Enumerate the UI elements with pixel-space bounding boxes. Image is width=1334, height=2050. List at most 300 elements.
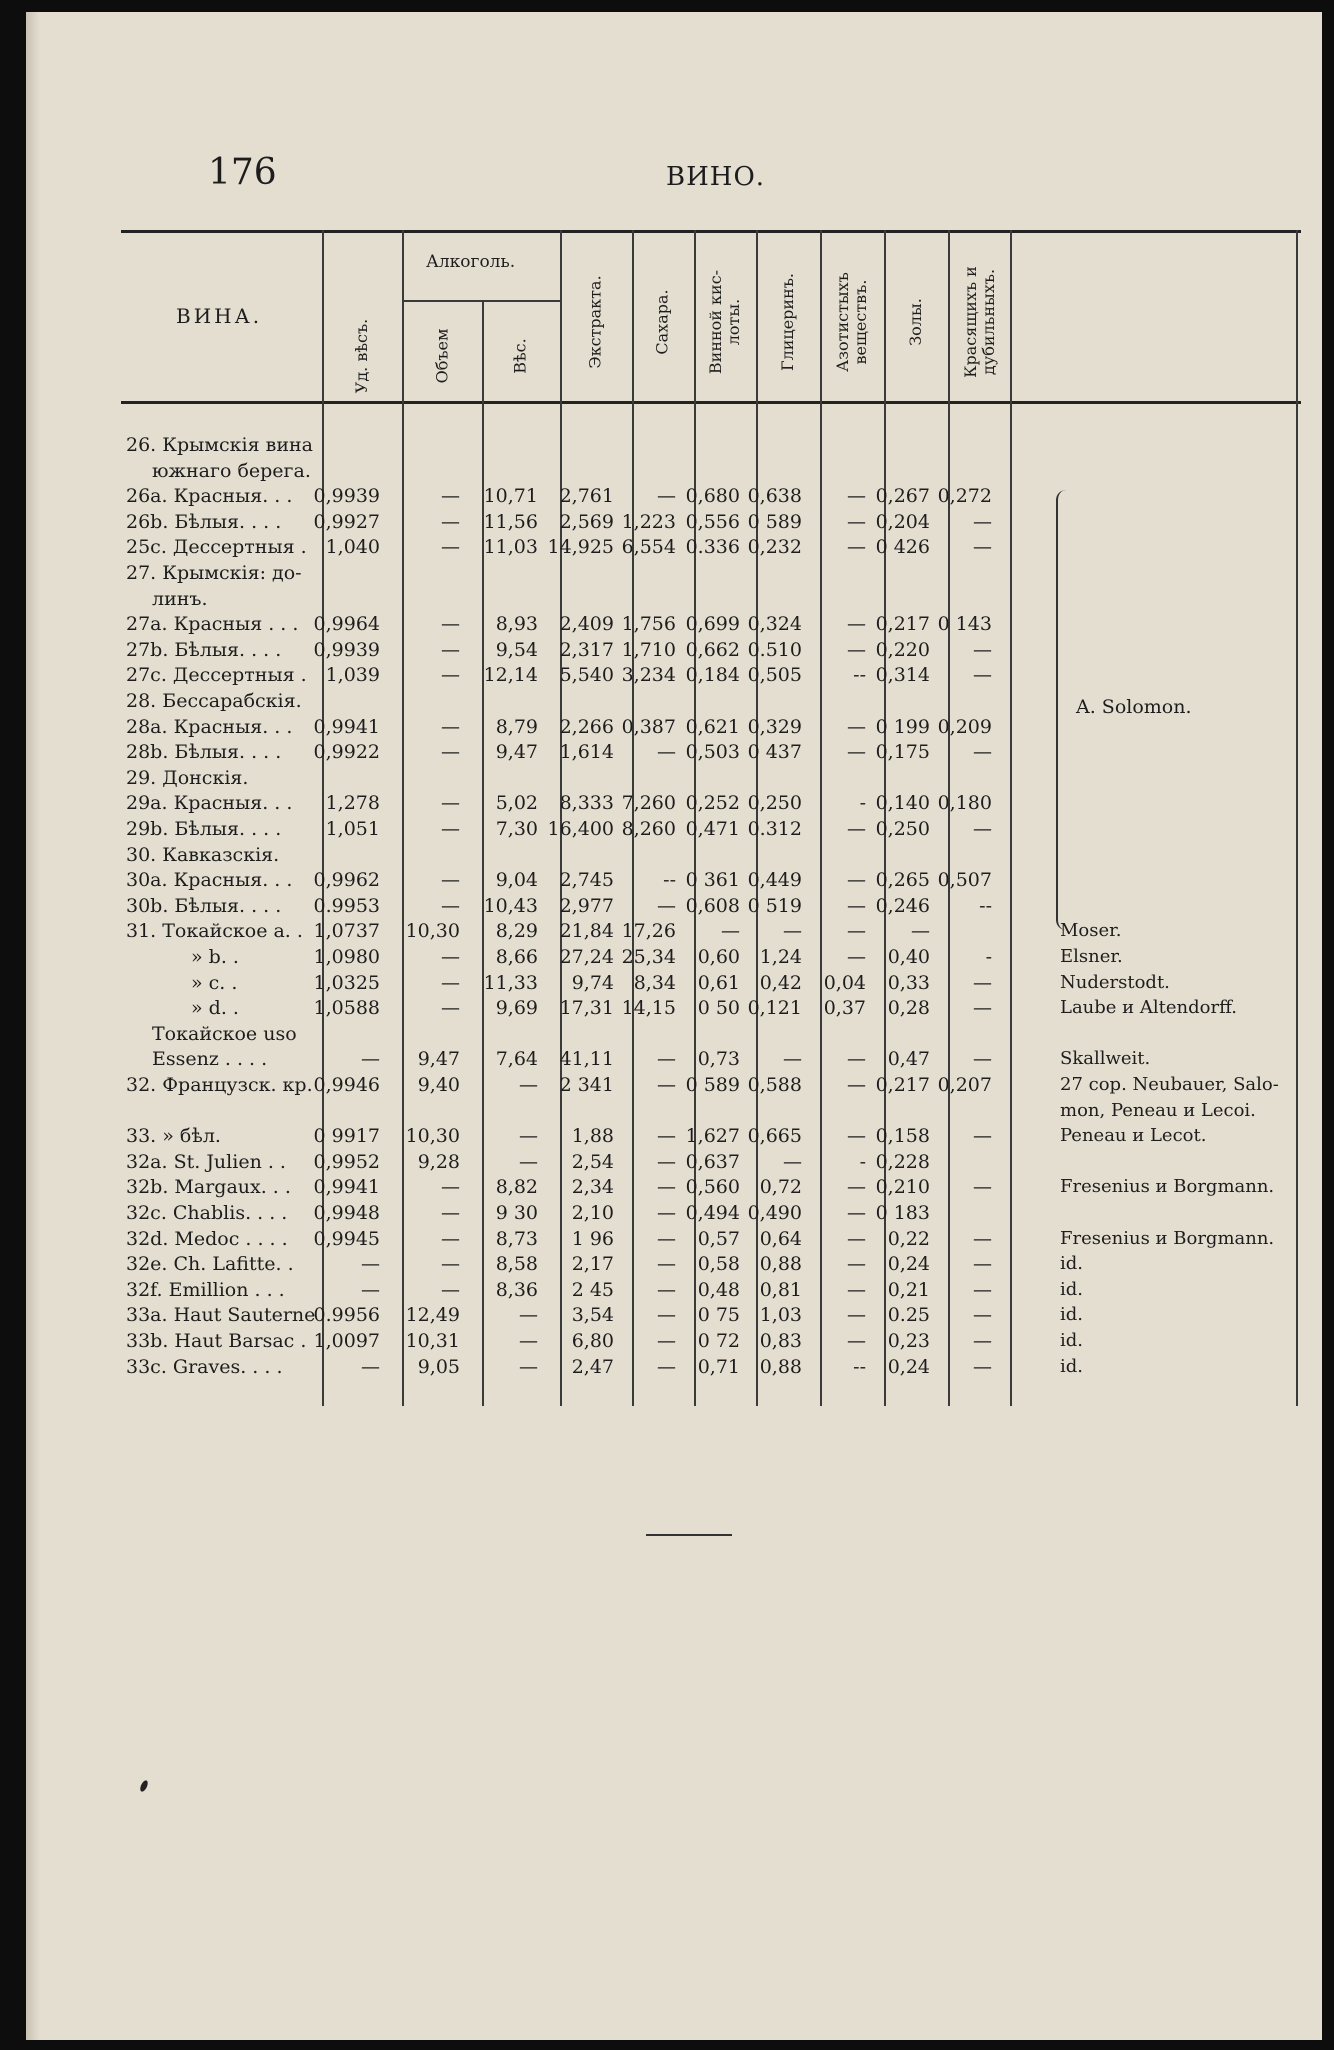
cell-nit: — [847, 1202, 866, 1224]
page-number: 176 [208, 152, 277, 193]
cell-sg: 0,9922 [313, 741, 380, 764]
cell-source: Moser. [1060, 920, 1122, 942]
cell-nit: — [847, 1074, 866, 1096]
table-row [26, 1174, 1322, 1200]
cell-ash: 0,267 [875, 485, 930, 508]
cell-tart: 0,494 [685, 1202, 740, 1224]
wine-name: 32d. Medoc . . . . [126, 1227, 288, 1250]
header-ash: Золы. [906, 298, 925, 346]
wine-name: 29b. Бѣлыя. . . . [126, 818, 282, 840]
cell-nit: — [847, 613, 866, 636]
cell-sg: 0,9927 [313, 510, 380, 533]
cell-ash: 0,246 [875, 894, 930, 917]
cell-ash: 0,265 [875, 869, 930, 892]
cell-nit: — [847, 1227, 866, 1250]
cell-ash: 0 199 [875, 715, 930, 738]
wine-name: 31. Токайское a. . [126, 920, 303, 943]
cell-vol: — [441, 894, 460, 917]
table-row [26, 1251, 1322, 1277]
wine-name: » c. . [191, 971, 238, 994]
cell-tan: — [973, 818, 992, 840]
cell-tart: 0,680 [685, 485, 740, 508]
header-nitrogenous: Азотистыхъ веществъ. [833, 272, 870, 372]
cell-wt: 9,04 [495, 869, 538, 892]
table-row [26, 637, 1322, 663]
cell-vol: — [441, 536, 460, 559]
cell-gly: 0,88 [759, 1355, 802, 1378]
cell-gly: 0 519 [747, 894, 802, 917]
cell-sg: 0,9952 [313, 1150, 380, 1173]
cell-gly: — [783, 1150, 802, 1173]
table-row [26, 1200, 1322, 1226]
wine-name: 26. Крымскія вина [126, 434, 313, 456]
cell-tan: - [985, 946, 992, 968]
cell-gly: 0,250 [747, 792, 802, 815]
wine-name: » b. . [191, 946, 239, 968]
cell-tart: — [721, 920, 740, 943]
cell-tan: — [973, 664, 992, 687]
table-row [26, 1277, 1322, 1303]
cell-nit: — [847, 1176, 866, 1199]
wine-name: линъ. [152, 587, 208, 610]
cell-wt: 9,47 [495, 741, 538, 764]
cell-sg: — [361, 1253, 380, 1276]
alcohol-header-rule [402, 300, 560, 302]
cell-source: Fresenius и Borgmann. [1060, 1176, 1275, 1198]
cell-ext: 14,925 [547, 536, 614, 559]
table-row [26, 893, 1322, 919]
cell-tan: — [973, 1304, 992, 1327]
cell-sug: — [657, 741, 676, 764]
cell-ash: 0,28 [887, 997, 930, 1020]
table-row [26, 944, 1322, 970]
cell-gly: 0.312 [747, 818, 802, 840]
cell-wt: 9,54 [495, 638, 538, 661]
cell-tan: 0 143 [937, 613, 992, 636]
cell-source: mon, Peneau и Lecoi. [1060, 1099, 1256, 1121]
cell-ash: 0,314 [875, 664, 930, 687]
table-row [26, 739, 1322, 765]
cell-gly: 0,588 [747, 1074, 802, 1096]
cell-nit: — [847, 1278, 866, 1301]
cell-nit: — [847, 715, 866, 738]
cell-wt: 8,73 [495, 1227, 538, 1250]
cell-wt: 12,14 [483, 664, 538, 687]
cell-sg: 0.9953 [313, 894, 380, 917]
cell-sg: 0.9956 [313, 1304, 380, 1327]
cell-wt: 11,03 [483, 536, 538, 559]
cell-nit: -- [853, 1355, 866, 1378]
cell-nit: — [847, 1125, 866, 1148]
cell-vol: — [441, 1253, 460, 1276]
cell-sg: 1,039 [325, 664, 380, 687]
cell-nit: - [859, 792, 866, 815]
table-row [26, 586, 1322, 612]
cell-sug: 6,554 [621, 536, 676, 559]
wine-name: 28a. Красныя. . . [126, 715, 293, 738]
cell-gly: 0,665 [747, 1125, 802, 1148]
cell-gly: 0,81 [759, 1278, 802, 1301]
cell-sg: 0,9939 [313, 638, 380, 661]
cell-sug: 17,26 [621, 920, 676, 943]
cell-nit: — [847, 920, 866, 943]
cell-vol: — [441, 946, 460, 968]
header-alcohol-weight: Вѣс. [510, 338, 530, 374]
cell-sg: 0,9941 [313, 715, 380, 738]
cell-ext: 2,17 [571, 1253, 614, 1276]
wine-name: 29a. Красныя. . . [126, 792, 293, 815]
wine-name: 27a. Красныя . . . [126, 613, 299, 636]
cell-tart: 0,58 [697, 1253, 740, 1276]
table-row [26, 1354, 1322, 1380]
wine-name: 32a. St. Julien . . [126, 1150, 286, 1173]
wine-name: 30b. Бѣлыя. . . . [126, 894, 282, 917]
cell-sug: 1,710 [621, 638, 676, 661]
cell-wt: 8,82 [495, 1176, 538, 1199]
cell-tart: 0,699 [685, 613, 740, 636]
wine-name: 33b. Haut Barsac . [126, 1330, 307, 1352]
footer-rule [646, 1534, 732, 1536]
cell-wt: 7,30 [495, 818, 538, 840]
cell-gly: 0,505 [747, 664, 802, 687]
cell-gly: 0,638 [747, 485, 802, 508]
cell-wt: 9 30 [495, 1202, 538, 1224]
cell-gly: — [783, 1048, 802, 1071]
cell-tart: 0 72 [697, 1330, 740, 1352]
brace-source-label: A. Solomon. [1076, 696, 1192, 718]
header-sugar: Сахара. [653, 289, 672, 355]
table-row [26, 842, 1322, 868]
table-row [26, 509, 1322, 535]
cell-tart: 0,556 [685, 510, 740, 533]
cell-vol: 9,47 [417, 1048, 460, 1071]
cell-nit: — [847, 1253, 866, 1276]
cell-vol: — [441, 997, 460, 1020]
cell-wt: 10,43 [483, 894, 538, 917]
wine-name: 33c. Graves. . . . [126, 1355, 283, 1378]
cell-gly: 0,121 [747, 997, 802, 1020]
cell-ext: 9,74 [571, 971, 614, 994]
cell-ash: 0,24 [887, 1355, 930, 1378]
cell-sg: 1,0097 [313, 1330, 380, 1352]
cell-wt: 11,33 [483, 971, 538, 994]
cell-ext: 1 96 [571, 1227, 614, 1250]
cell-ext: 2,745 [559, 869, 614, 892]
cell-sg: 1,040 [325, 536, 380, 559]
cell-ext: 41,11 [559, 1048, 614, 1071]
cell-sug: 8,260 [621, 818, 676, 840]
cell-vol: — [441, 818, 460, 840]
cell-sug: — [657, 1355, 676, 1378]
cell-sug: — [657, 1202, 676, 1224]
cell-source: Laube и Altendorff. [1060, 997, 1237, 1019]
cell-tan: — [973, 971, 992, 994]
cell-gly: 0,88 [759, 1253, 802, 1276]
cell-source: 27 сор. Neubauer, Salo- [1060, 1074, 1279, 1095]
cell-source: id. [1060, 1304, 1084, 1326]
cell-ext: 2,761 [559, 485, 614, 508]
cell-sg: 0,9962 [313, 869, 380, 892]
running-head: ВИНО. [666, 162, 766, 192]
header-alcohol-volume: Объем [432, 328, 451, 384]
cell-sg: 1,0737 [313, 920, 380, 943]
cell-sug: 25,34 [621, 946, 676, 968]
cell-ash: 0,250 [875, 818, 930, 840]
cell-ash: 0,220 [875, 638, 930, 661]
cell-wt: — [519, 1355, 538, 1378]
table-row [26, 867, 1322, 893]
cell-vol: — [441, 510, 460, 533]
cell-vol: — [441, 971, 460, 994]
wine-name: 32b. Margaux. . . [126, 1176, 291, 1199]
table-row [26, 1328, 1322, 1354]
cell-ext: 2 341 [559, 1074, 614, 1096]
cell-sug: — [657, 1304, 676, 1327]
wine-name: 26a. Красныя. . . [126, 485, 293, 508]
wine-name: 30a. Красныя. . . [126, 869, 293, 892]
table-row [26, 765, 1322, 791]
header-tannins: Красящихъ и дубильныхъ. [961, 266, 998, 378]
cell-sg: 0,9964 [313, 613, 380, 636]
cell-gly: 0.510 [747, 638, 802, 661]
cell-sug: — [657, 1048, 676, 1071]
cell-sg: 1,0588 [313, 997, 380, 1020]
cell-sug: — [657, 1176, 676, 1199]
table-row [26, 534, 1322, 560]
table-top-rule [121, 230, 1301, 233]
cell-source: Fresenius и Borgmann. [1060, 1227, 1275, 1249]
cell-source: id. [1060, 1330, 1084, 1351]
table-row [26, 611, 1322, 637]
cell-tart: 0,184 [685, 664, 740, 687]
cell-nit: — [847, 638, 866, 661]
cell-tan: — [973, 1048, 992, 1071]
cell-wt: 5,02 [495, 792, 538, 815]
cell-vol: — [441, 485, 460, 508]
cell-ash: — [911, 920, 930, 943]
cell-tart: 1,627 [685, 1125, 740, 1148]
cell-tan: — [973, 1355, 992, 1378]
cell-source: Elsner. [1060, 946, 1123, 967]
cell-sug: — [657, 485, 676, 508]
cell-ash: 0.25 [887, 1304, 930, 1327]
cell-wt: 8,93 [495, 613, 538, 636]
cell-vol: — [441, 715, 460, 738]
cell-gly: 0 437 [747, 741, 802, 764]
cell-tart: 0,60 [697, 946, 740, 968]
cell-ext: 27,24 [559, 946, 614, 968]
cell-ext: 2,569 [559, 510, 614, 533]
cell-nit: — [847, 1304, 866, 1327]
cell-vol: — [441, 792, 460, 815]
cell-sg: 0,9948 [313, 1202, 380, 1224]
table-row [26, 1098, 1322, 1124]
cell-tart: 0 50 [697, 997, 740, 1020]
table-row [26, 662, 1322, 688]
cell-nit: — [847, 485, 866, 508]
cell-tan: — [973, 1278, 992, 1301]
cell-wt: 8,58 [495, 1253, 538, 1276]
cell-ext: 16,400 [547, 818, 614, 840]
cell-gly: 0,83 [759, 1330, 802, 1352]
wine-name: южнаго берега. [152, 459, 311, 482]
wine-name: 33. » бѣл. [126, 1125, 221, 1148]
cell-tart: 0,252 [685, 792, 740, 815]
cell-sg: 1,0980 [313, 946, 380, 968]
cell-sug: 3,234 [621, 664, 676, 687]
cell-sg: 0,9945 [313, 1227, 380, 1250]
cell-wt: — [519, 1304, 538, 1327]
cell-gly: 1,24 [759, 946, 802, 968]
cell-tart: 0,48 [697, 1278, 740, 1301]
wine-name: Токайское uso [152, 1022, 297, 1045]
table-row [26, 1072, 1322, 1098]
cell-tan: — [973, 1253, 992, 1276]
cell-sg: 1,278 [325, 792, 380, 815]
cell-ash: 0 183 [875, 1202, 930, 1224]
header-wines: ВИНА. [176, 304, 263, 328]
cell-ext: 3,54 [571, 1304, 614, 1327]
cell-nit: — [847, 818, 866, 840]
cell-vol: — [441, 1278, 460, 1301]
cell-sug: — [657, 1253, 676, 1276]
cell-gly: 0,64 [759, 1227, 802, 1250]
cell-sug: — [657, 1125, 676, 1148]
cell-vol: 9,40 [417, 1074, 460, 1096]
cell-sug: 0,387 [621, 715, 676, 738]
cell-gly: — [783, 920, 802, 943]
cell-ext: 5,540 [559, 664, 614, 687]
cell-vol: 9,05 [417, 1355, 460, 1378]
table-row [26, 1123, 1322, 1149]
cell-tart: 0 361 [685, 869, 740, 892]
cell-ext: 2,54 [571, 1150, 614, 1173]
cell-gly: 0,490 [747, 1202, 802, 1224]
cell-ash: 0,33 [887, 971, 930, 994]
cell-ash: 0,228 [875, 1150, 930, 1173]
cell-vol: 10,30 [405, 1125, 460, 1148]
cell-sg: 0 9917 [313, 1125, 380, 1148]
wine-name: 27c. Дессертныя . [126, 664, 307, 687]
header-specific-gravity: Уд. вѣсъ. [352, 318, 371, 394]
wine-name: 28. Бессарабскія. [126, 690, 302, 712]
cell-gly: 0,42 [759, 971, 802, 994]
cell-sg: 0,9946 [313, 1074, 380, 1096]
cell-tan: 0,209 [937, 715, 992, 738]
cell-nit: — [847, 946, 866, 968]
wine-name: 27b. Бѣлыя. . . . [126, 638, 282, 661]
cell-ash: 0,23 [887, 1330, 930, 1352]
cell-nit: — [847, 741, 866, 764]
cell-sg: — [361, 1355, 380, 1378]
cell-vol: — [441, 1227, 460, 1250]
wine-name: » d. . [191, 997, 239, 1020]
cell-tart: 0,637 [685, 1150, 740, 1173]
cell-vol: — [441, 638, 460, 661]
cell-sg: 1,051 [325, 818, 380, 840]
cell-source: id. [1060, 1355, 1084, 1377]
cell-ext: 2,977 [559, 894, 614, 917]
cell-sug: 1,756 [621, 613, 676, 636]
cell-vol: — [441, 869, 460, 892]
wine-name: 25c. Дессертныя . [126, 536, 307, 559]
cell-vol: — [441, 1176, 460, 1199]
cell-tart: 0,662 [685, 638, 740, 661]
cell-sg: — [361, 1048, 380, 1071]
cell-sug: — [657, 1330, 676, 1352]
cell-source: Nuderstodt. [1060, 971, 1170, 993]
cell-tart: 0,560 [685, 1176, 740, 1199]
table-row [26, 1226, 1322, 1252]
table-row [26, 560, 1322, 586]
cell-tart: 0,621 [685, 715, 740, 738]
table-row [26, 816, 1322, 842]
cell-sug: 7,260 [621, 792, 676, 815]
cell-tart: 0,608 [685, 894, 740, 917]
wine-name: Essenz . . . . [152, 1048, 268, 1071]
cell-ext: 2 45 [571, 1278, 614, 1301]
cell-tan: — [973, 1227, 992, 1250]
table-row [26, 483, 1322, 509]
cell-vol: — [441, 741, 460, 764]
cell-nit: - [859, 1150, 866, 1173]
cell-ash: 0,210 [875, 1176, 930, 1199]
cell-ash: 0,22 [887, 1227, 930, 1250]
wine-name: 32f. Emillion . . . [126, 1278, 285, 1301]
cell-sug: — [657, 1074, 676, 1096]
cell-wt: 8,36 [495, 1278, 538, 1301]
book-page [26, 12, 1322, 2040]
table-row [26, 1021, 1322, 1047]
cell-tart: 0 75 [697, 1304, 740, 1327]
header-bottom-rule [121, 401, 1301, 404]
wine-name: 29. Донскія. [126, 766, 249, 789]
cell-tart: 0,503 [685, 741, 740, 764]
table-row [26, 458, 1322, 484]
cell-wt: 11,56 [483, 510, 538, 533]
cell-sug: 14,15 [621, 997, 676, 1020]
cell-ash: 0,158 [875, 1125, 930, 1148]
table-row [26, 918, 1322, 944]
cell-ash: 0,40 [887, 946, 930, 968]
cell-vol: — [441, 613, 460, 636]
cell-gly: 0,449 [747, 869, 802, 892]
cell-sug: -- [663, 869, 676, 892]
wine-name: 30. Кавказскія. [126, 843, 280, 866]
cell-ext: 2,266 [559, 715, 614, 738]
cell-source: id. [1060, 1278, 1084, 1300]
cell-tan: — [973, 1125, 992, 1148]
cell-vol: 12,49 [405, 1304, 460, 1327]
cell-ext: 6,80 [571, 1330, 614, 1352]
cell-tan: — [973, 510, 992, 533]
cell-vol: — [441, 1202, 460, 1224]
cell-tan: 0,180 [937, 792, 992, 815]
cell-tart: 0 589 [685, 1074, 740, 1096]
cell-ash: 0,217 [875, 1074, 930, 1096]
cell-ash: 0,217 [875, 613, 930, 636]
wine-name: 33a. Haut Sauterne [126, 1304, 316, 1327]
cell-wt: — [519, 1150, 538, 1173]
header-tartaric: Винной кис- лоты. [706, 269, 744, 375]
cell-vol: 9,28 [417, 1150, 460, 1173]
cell-gly: 0,324 [747, 613, 802, 636]
cell-sg: 0,9939 [313, 485, 380, 508]
cell-vol: — [441, 664, 460, 687]
wine-name: 28b. Бѣлыя. . . . [126, 741, 282, 764]
cell-source: Peneau и Lecot. [1060, 1125, 1207, 1147]
cell-nit: — [847, 510, 866, 533]
